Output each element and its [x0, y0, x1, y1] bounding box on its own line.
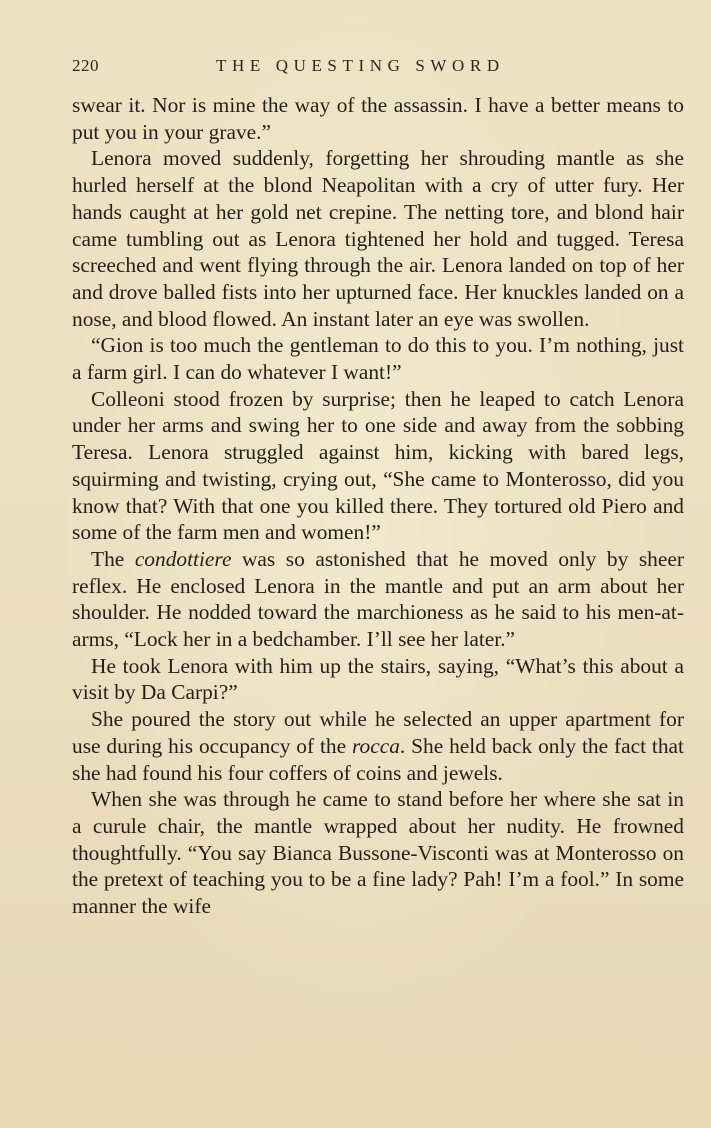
italic-term: condottiere [134, 546, 232, 571]
italic-term: rocca [352, 733, 400, 758]
running-title: THE QUESTING SWORD [216, 56, 505, 75]
paragraph: Lenora moved suddenly, forgetting her shrouding mantle as she hurled herself at the blond Neapolitan with a cry of utter fury. Her hands caught at her gold net crepine. The netting tore, and blond hair came tumbling out as Lenora tightened her hold and tugged. Teresa screeched and went flying through the air. Lenora landed on top of her and drove balled fists into her upturned face. Her knuckles landed on a nose, and blood flowed. An instant later an eye was swollen. [72, 146, 684, 331]
paragraph: When she was through he came to stand before her where she sat in a curule chair, the mantle wrapped about her nudity. He frowned thoughtfully. “You say Bianca Bussone-Visconti was at Monterosso on the pretext of teaching you to be a fine lady? Pah! I’m a fool.” In some manner the wife [72, 787, 684, 919]
paragraph: The condottiere was so astonished that he moved only by sheer reflex. He enclosed Lenora in the mantle and put an arm about her shoulder. He nodded toward the marchioness as he said to his men-at-arms, “Lock her in a bedchamber. I’ll see her later.” [72, 546, 684, 652]
page-number: 220 [72, 56, 99, 75]
paragraph: She poured the story out while he selected an upper apartment for use during his occupancy of the rocca. She held back only the fact that she had found his four coffers of coins and jewels. [72, 707, 684, 785]
paragraph: He took Lenora with him up the stairs, saying, “What’s this about a visit by Da Carpi?” [72, 653, 684, 705]
body-text [72, 92, 684, 920]
paragraph: “Gion is too much the gentleman to do this to you. I’m nothing, just a farm girl. I can do whatever I want!” [72, 333, 684, 385]
page-header [72, 56, 684, 80]
paragraph: swear it. Nor is mine the way of the assassin. I have a better means to put you in your grave.” [72, 93, 684, 144]
paragraph: Colleoni stood frozen by surprise; then he leaped to catch Lenora under her arms and swing her to one side and away from the sobbing Teresa. Lenora struggled against him, kicking with bared legs, squirming and twisting, crying out, “She came to Monterosso, did you know that? With that one you killed there. They tortured old Piero and some of the farm men and women!” [72, 386, 684, 545]
